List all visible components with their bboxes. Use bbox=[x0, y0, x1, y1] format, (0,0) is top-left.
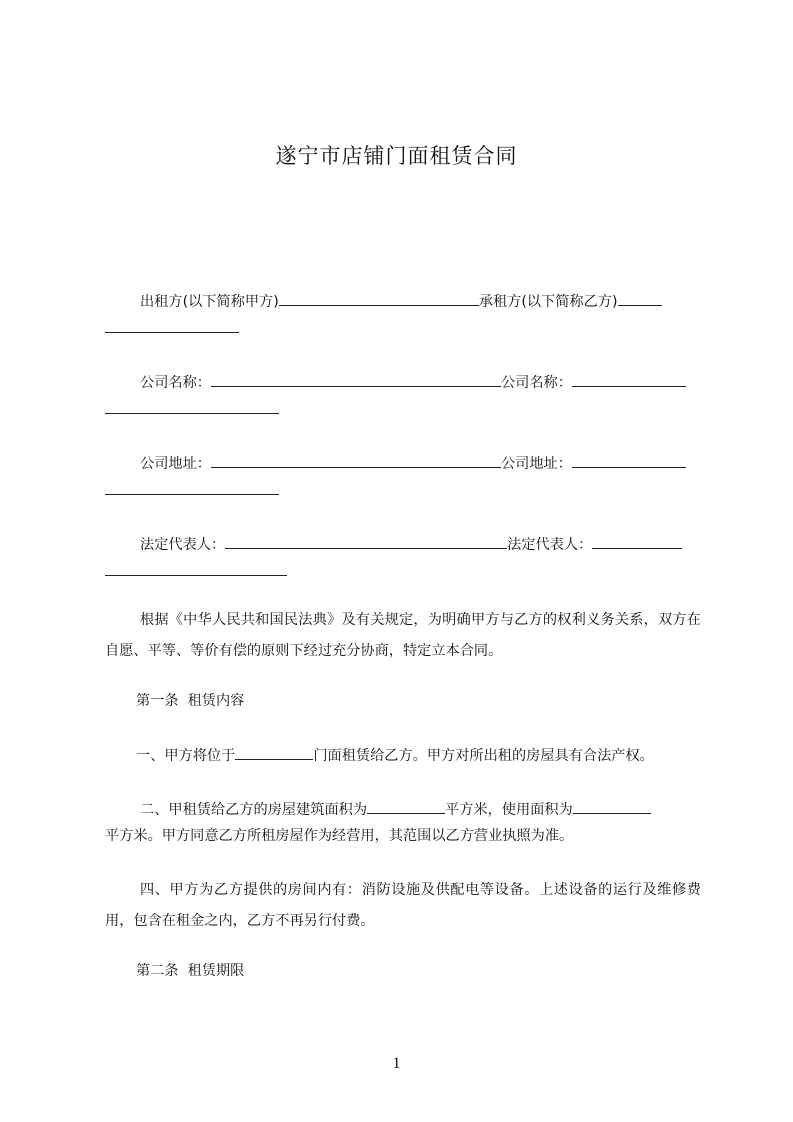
clause-2-text-a: 二、甲租赁给乙方的房屋建筑面积为 bbox=[140, 802, 368, 818]
lessee-blank bbox=[618, 291, 662, 306]
legal-rep-label-b: 法定代表人： bbox=[507, 537, 593, 553]
company-name-label-b: 公司名称： bbox=[500, 375, 572, 391]
article-2-heading: 第二条 租赁期限 bbox=[136, 963, 245, 979]
legal-rep-label-a: 法定代表人： bbox=[140, 537, 226, 553]
lessee-blank-continued bbox=[105, 318, 239, 333]
lessor-blank bbox=[279, 291, 479, 306]
usable-area-blank bbox=[573, 799, 651, 814]
company-address-continuation bbox=[105, 480, 279, 501]
company-address-blank-a bbox=[211, 453, 501, 468]
company-address-blank-b-continued bbox=[105, 480, 279, 495]
lessee-label: 承租方(以下简称乙方) bbox=[478, 294, 618, 310]
lessor-label: 出租方(以下简称甲方) bbox=[140, 294, 279, 310]
company-name-blank-b bbox=[572, 372, 686, 387]
legal-rep-continuation bbox=[105, 561, 287, 582]
company-name-line bbox=[105, 372, 686, 393]
article-1-heading: 第一条 租赁内容 bbox=[136, 693, 245, 709]
clause-2-line-1 bbox=[105, 799, 651, 820]
location-blank bbox=[235, 745, 313, 760]
legal-rep-blank-a bbox=[225, 534, 507, 549]
company-address-line bbox=[105, 453, 686, 474]
company-address-label-b: 公司地址： bbox=[500, 456, 572, 472]
clause-2-text-b: 平方米，使用面积为 bbox=[445, 802, 573, 818]
company-address-blank-b bbox=[572, 453, 686, 468]
legal-rep-blank-b bbox=[592, 534, 682, 549]
clause-1 bbox=[105, 745, 654, 766]
parties-continuation bbox=[105, 318, 239, 339]
document-title: 遂宁市店铺门面租赁合同 bbox=[275, 144, 518, 168]
clause-2-line-2: 平方米。甲方同意乙方所租房屋作为经营用，其范围以乙方营业执照为准。 bbox=[105, 828, 574, 844]
company-address-label-a: 公司地址： bbox=[140, 456, 211, 472]
company-name-blank-a bbox=[211, 372, 501, 387]
company-name-blank-b-continued bbox=[105, 399, 279, 414]
legal-rep-line bbox=[105, 534, 682, 555]
company-name-continuation bbox=[105, 399, 279, 420]
parties-line bbox=[105, 291, 662, 312]
clause-1-text-a: 一、甲方将位于 bbox=[136, 748, 236, 764]
page-number: 1 bbox=[392, 1055, 401, 1072]
clause-4-paragraph: 四、甲方为乙方提供的房间内有：消防设施及供配电等设备。上述设备的运行及维修费用，包含在租金之内，乙方不再另行付费。 bbox=[105, 882, 701, 929]
building-area-blank bbox=[367, 799, 445, 814]
preamble-paragraph: 根据《中华人民共和国民法典》及有关规定，为明确甲方与乙方的权利义务关系，双方在自愿、平等、等价有偿的原则下经过充分协商，特定立本合同。 bbox=[105, 612, 701, 659]
legal-rep-blank-b-continued bbox=[105, 561, 287, 576]
clause-1-text-b: 门面租赁给乙方。甲方对所出租的房屋具有合法产权。 bbox=[313, 748, 654, 764]
company-name-label-a: 公司名称： bbox=[140, 375, 211, 391]
